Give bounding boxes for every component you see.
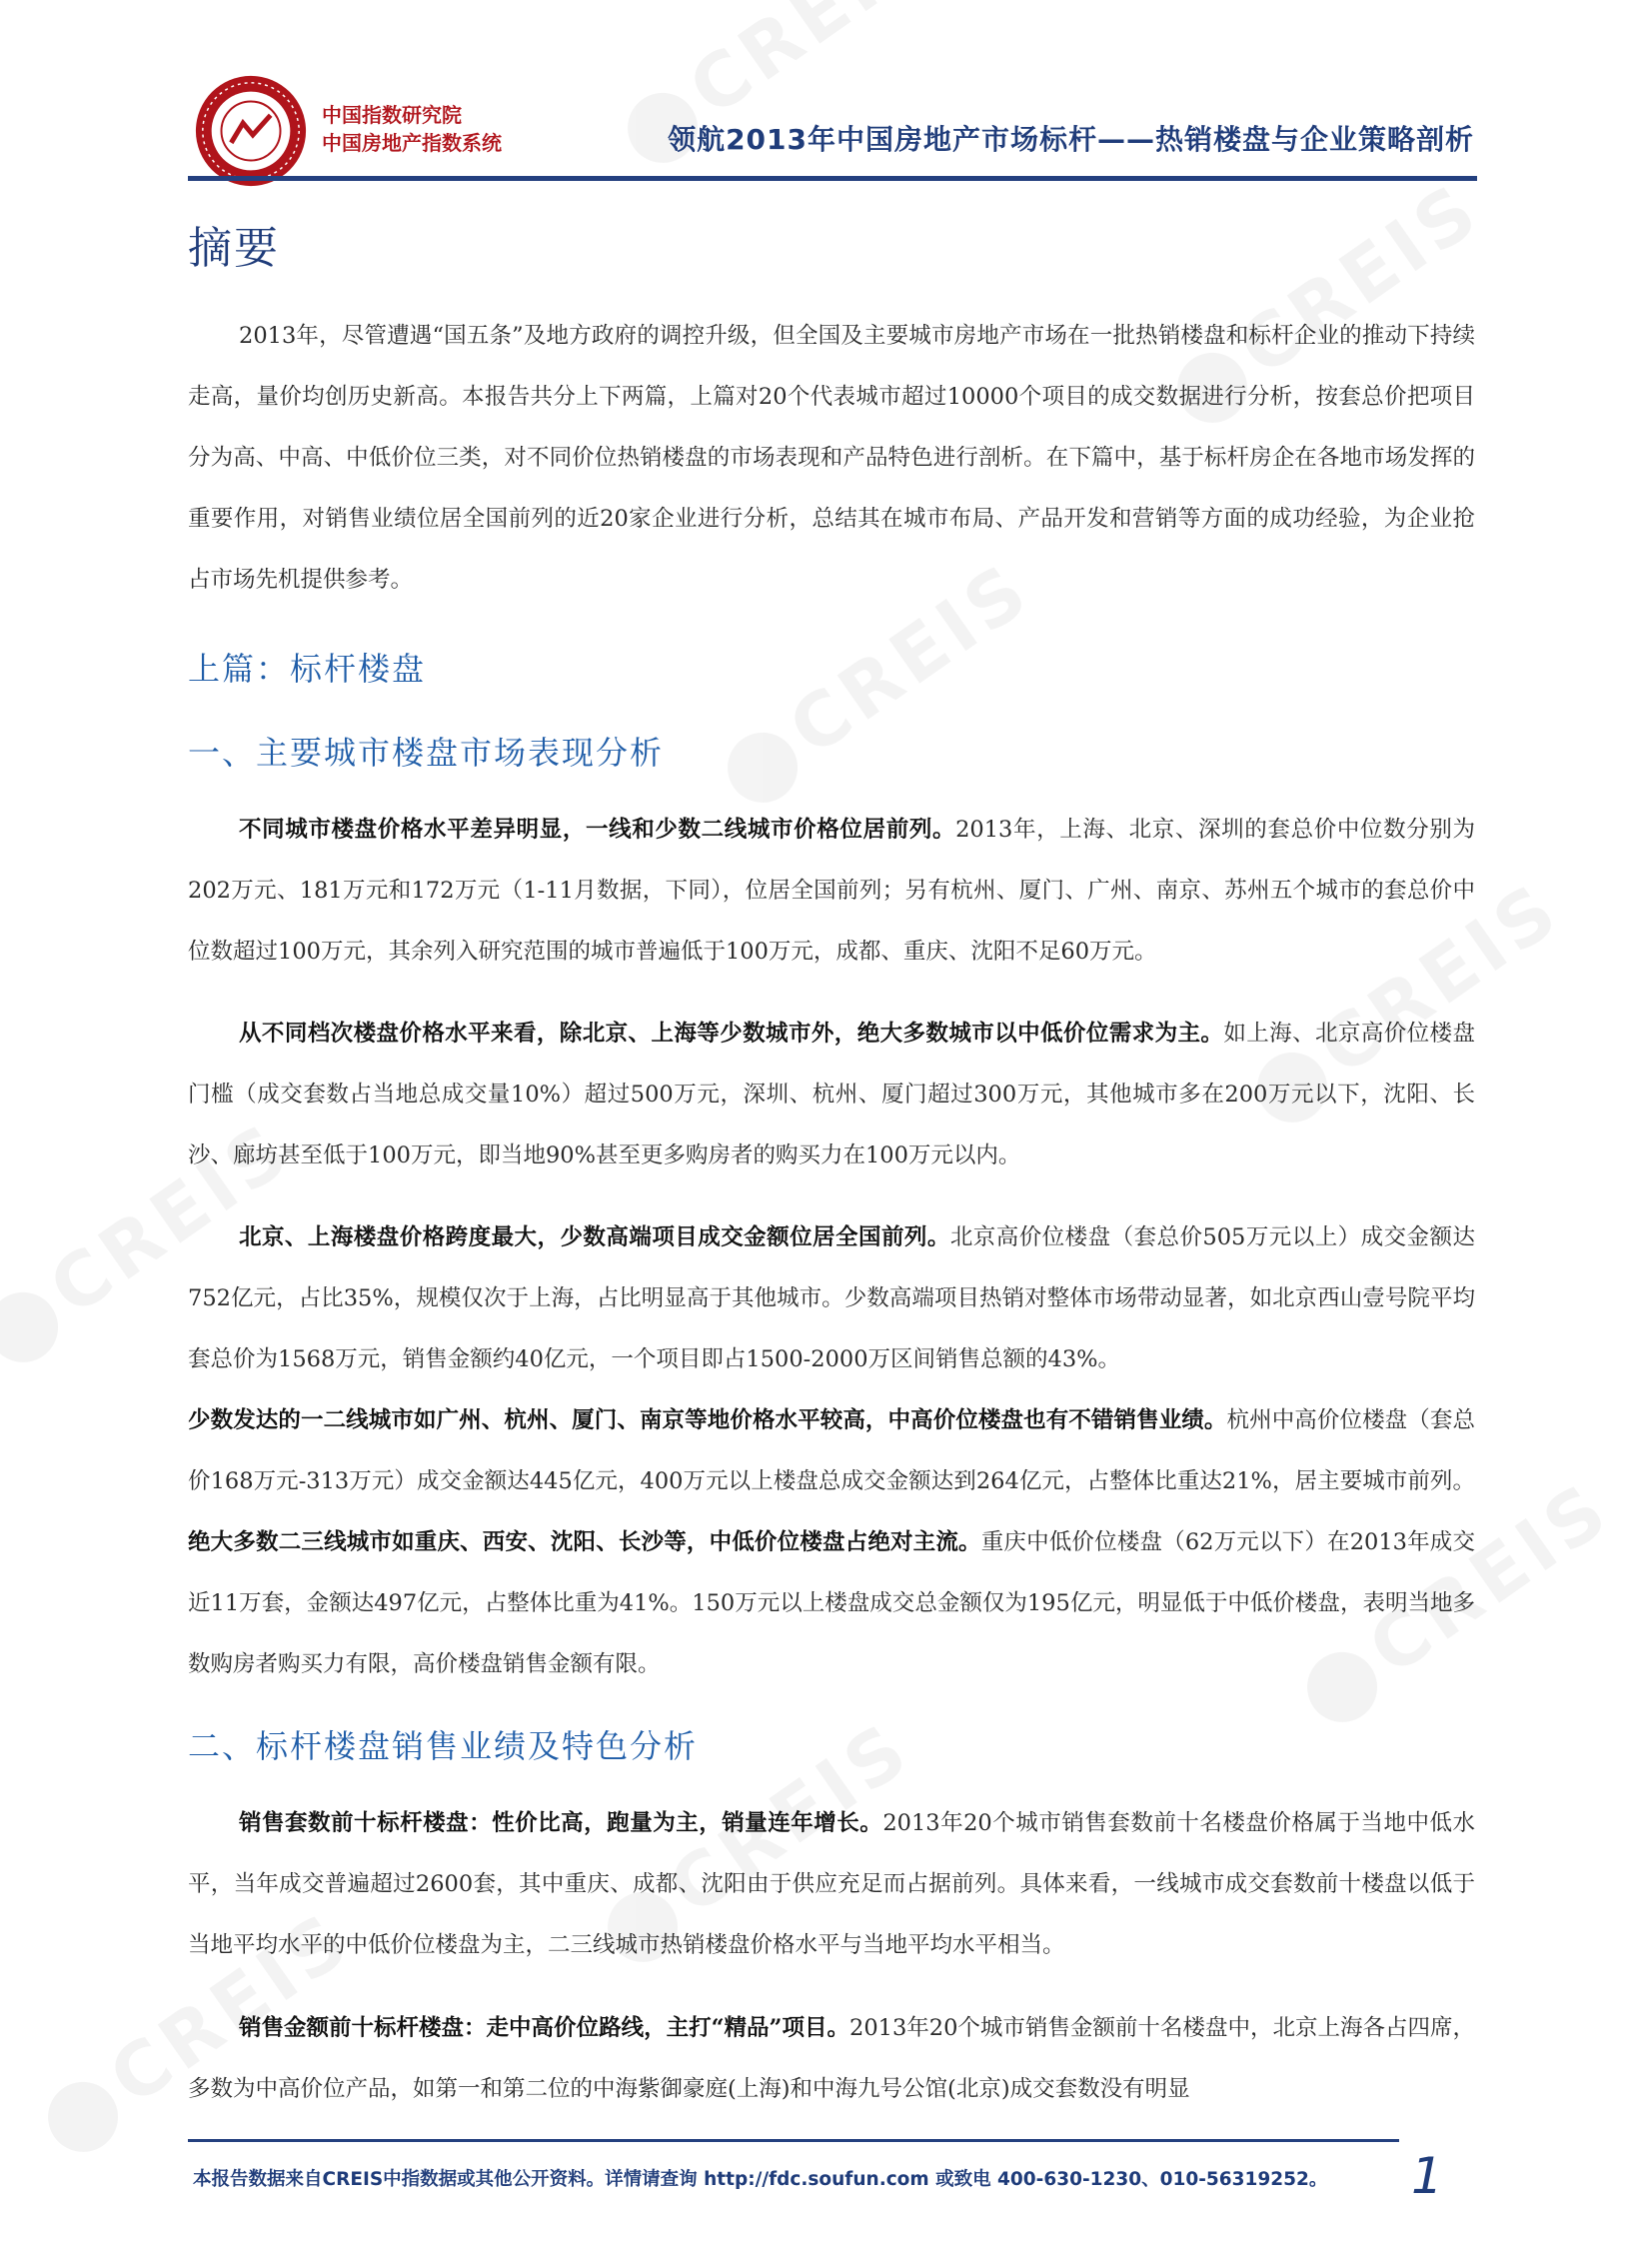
paragraph-text: 杭州中高价位楼盘（套总价168万元-313万元）成交金额达445亿元，400万元以上楼盘总成交金额达到264亿元，占整体比重达21%，居主要城市前列。 — [188, 1407, 1475, 1494]
paragraph-text: 2013年20个城市销售金额前十名楼盘中，北京上海各占四席，多数为中高价位产品，如第一和第二位的中海紫御豪庭(上海)和中海九号公馆(北京)成交套数没有明显 — [188, 2015, 1475, 2102]
paragraph-text: 2013年，上海、北京、深圳的套总价中位数分别为202万元、181万元和172万元（1-11月数据，下同），位居全国前列；另有杭州、厦门、广州、南京、苏州五个城市的套总价中位数超过100万元，其余列入研究范围的城市普遍低于100万元，成都、重庆、沈阳不足60万元。 — [188, 817, 1475, 965]
section2-paragraph-2 — [188, 1998, 1475, 2120]
academy-logo-icon — [192, 72, 310, 190]
org-name-index-system: 中国房地产指数系统 — [322, 131, 502, 155]
paragraph-lead: 销售金额前十标杆楼盘： — [239, 2015, 487, 2041]
abstract-heading: 摘要 — [188, 223, 280, 274]
section2-heading: 二、标杆楼盘销售业绩及特色分析 — [188, 1727, 699, 1765]
org-name-academy: 中国指数研究院 — [322, 103, 462, 127]
paragraph-text: 2013年20个城市销售套数前十名楼盘价格属于当地中低水平，当年成交普遍超过2600套，其中重庆、成都、沈阳由于供应充足而占据前列。具体来看，一线城市成交套数前十楼盘以低于当地平均水平的中低价位楼盘为主，二三线城市热销楼盘价格水平与当地平均水平相当。 — [188, 1810, 1475, 1958]
paragraph-lead: 少数发达的一二线城市如广州、杭州、厦门、南京等地价格水平较高，中高价位楼盘也有不错销售业绩。 — [188, 1407, 1227, 1433]
section1-paragraph-1 — [188, 800, 1475, 983]
part1-heading: 上篇：标杆楼盘 — [188, 650, 427, 688]
paragraph-text: 如上海、北京高价位楼盘门槛（成交套数占当地总成交量10%）超过500万元，深圳、杭州、厦门超过300万元，其他城市多在200万元以下，沈阳、长沙、廊坊甚至低于100万元，即当地90%甚至更多购房者的购买力在100万元以内。 — [188, 1021, 1475, 1168]
watermark-logo-icon — [0, 1279, 72, 1376]
paragraph-lead: 走中高价位路线，主打“精品”项目。 — [486, 2015, 849, 2041]
header-divider — [188, 176, 1477, 181]
footer-divider — [188, 2139, 1399, 2142]
paragraph-lead: 绝大多数二三线城市如重庆、西安、沈阳、长沙等，中低价位楼盘占绝对主流。 — [188, 1529, 981, 1555]
section1-paragraph-3 — [188, 1207, 1475, 1695]
paragraph-text: 北京高价位楼盘（套总价505万元以上）成交金额达752亿元，占比35%，规模仅次于上海，占比明显高于其他城市。少数高端项目热销对整体市场带动显著，如北京西山壹号院平均套总价为1568万元，销售金额约40亿元，一个项目即占1500-2000万区间销售总额的43%。 — [188, 1224, 1475, 1372]
footer-source-note: 本报告数据来自CREIS中指数据或其他公开资料。详情请查询 http://fdc.soufun.com 或致电 400-630-1230、010-56319252。 — [193, 2169, 1328, 2190]
abstract-paragraph: 2013年，尽管遭遇“国五条”及地方政府的调控升级，但全国及主要城市房地产市场在一批热销楼盘和标杆企业的推动下持续走高，量价均创历史新高。本报告共分上下两篇，上篇对20个代表城市超过10000个项目的成交数据进行分析，按套总价把项目分为高、中高、中低价位三类，对不同价位热销楼盘的市场表现和产品特色进行剖析。在下篇中，基于标杆房企在各地市场发挥的重要作用，对销售业绩位居全国前列的近20家企业进行分析，总结其在城市布局、产品开发和营销等方面的成功经验，为企业抢占市场先机提供参考。 — [188, 323, 1475, 593]
paragraph-lead: 不同城市楼盘价格水平差异明显，一线和少数二线城市价格位居前列。 — [239, 817, 956, 843]
paragraph-lead: 北京、上海楼盘价格跨度最大，少数高端项目成交金额位居全国前列。 — [239, 1224, 950, 1250]
section2-paragraph-1 — [188, 1793, 1475, 1976]
watermark-logo-icon — [35, 2069, 132, 2166]
paragraph-lead: 销售套数前十标杆楼盘：性价比高，跑量为主，销量连年增长。 — [239, 1810, 883, 1836]
paragraph-lead: 从不同档次楼盘价格水平来看，除北京、上海等少数城市外，绝大多数城市以中低价位需求为主。 — [239, 1021, 1224, 1047]
paragraph-text: 重庆中低价位楼盘（62万元以下）在2013年成交近11万套，金额达497亿元，占整体比重为41%。150万元以上楼盘成交总金额仅为195亿元，明显低于中低价楼盘，表明当地多数购房者购买力有限，高价楼盘销售金额有限。 — [188, 1529, 1475, 1677]
section1-heading: 一、主要城市楼盘市场表现分析 — [188, 734, 665, 772]
report-title: 领航2013年中国房地产市场标杆——热销楼盘与企业策略剖析 — [668, 123, 1474, 156]
page-number: 1 — [1411, 2147, 1443, 2205]
section1-paragraph-2 — [188, 1004, 1475, 1186]
